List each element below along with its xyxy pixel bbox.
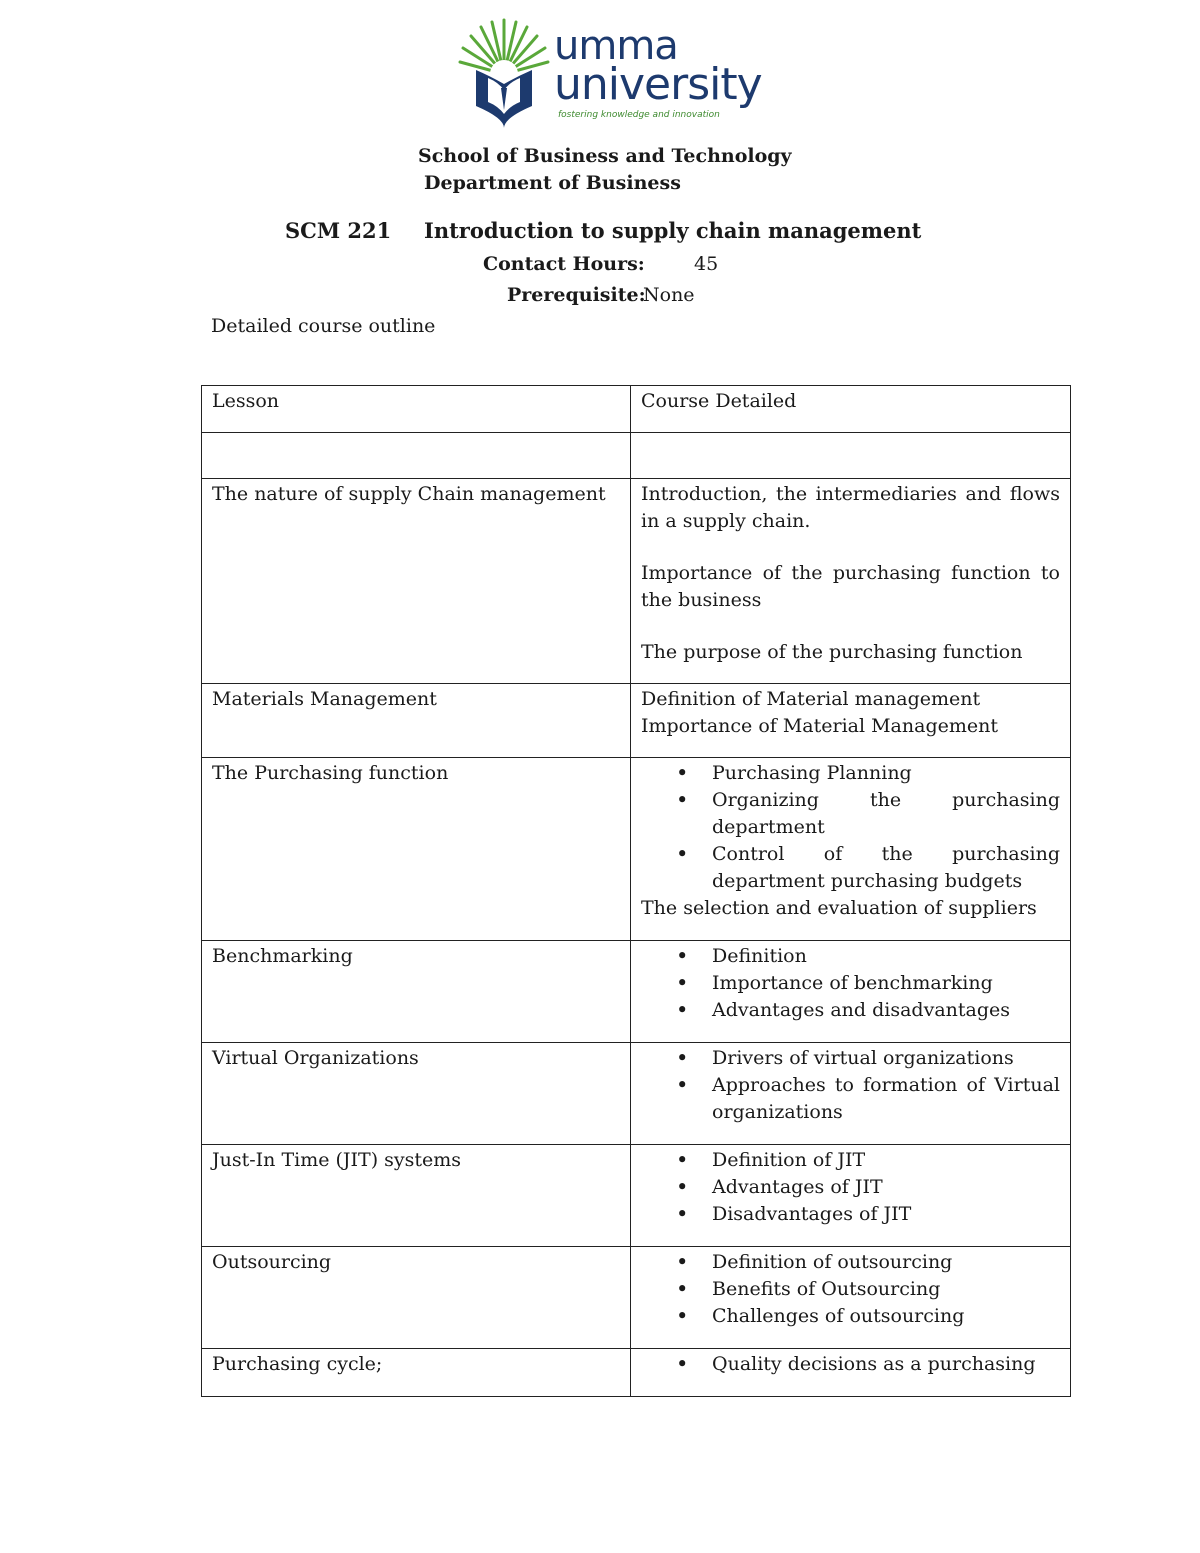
detail-bullet-list: [641, 1249, 1060, 1330]
detail-paragraph: Importance of the purchasing function to the business: [641, 562, 1060, 611]
table-header-row: [202, 386, 1071, 433]
logo-tagline: fostering knowledge and innovation: [558, 110, 720, 120]
table-row: [202, 1145, 1071, 1247]
contact-hours-label: Contact Hours:: [483, 253, 645, 275]
detail-cell: [631, 1349, 1071, 1397]
list-item: • Drivers of virtual organizations: [712, 1045, 1060, 1072]
detail-cell: [631, 479, 1071, 684]
table-row: [202, 941, 1071, 1043]
course-title: Introduction to supply chain management: [424, 218, 922, 243]
logo-emblem-icon: [458, 18, 558, 130]
list-item: • Quality decisions as a purchasing: [712, 1351, 1060, 1378]
table-cell-empty: [631, 433, 1071, 479]
detail-paragraph: The purpose of the purchasing function: [641, 641, 1023, 663]
detail-cell: [631, 1247, 1071, 1349]
list-item: • Benefits of Outsourcing: [712, 1276, 1060, 1303]
course-outline-table: [201, 385, 1071, 1397]
list-item: • Definition: [712, 943, 1060, 970]
lesson-cell: Just-In Time (JIT) systems: [202, 1145, 631, 1247]
table-row-empty: [202, 433, 1071, 479]
list-item: • Definition of outsourcing: [712, 1249, 1060, 1276]
lesson-cell: Benchmarking: [202, 941, 631, 1043]
detail-cell: [631, 1145, 1071, 1247]
table-row: [202, 684, 1071, 758]
detail-bullet-list: [641, 1351, 1060, 1378]
detail-bullet-list: [641, 1147, 1060, 1228]
detail-cell: [631, 941, 1071, 1043]
detail-bullet-list: [641, 1045, 1060, 1126]
lesson-cell: Purchasing cycle;: [202, 1349, 631, 1397]
detail-line: The selection and evaluation of suppliers: [641, 897, 1037, 919]
list-item: • Purchasing Planning: [712, 760, 1060, 787]
detail-paragraph: Introduction, the intermediaries and flows in a supply chain.: [641, 483, 1060, 532]
prerequisite-label: Prerequisite:: [507, 284, 646, 306]
logo-wordmark-umma: umma: [554, 23, 678, 69]
detail-bullet-list: [641, 760, 1060, 895]
department-name: Department of Business: [424, 172, 681, 194]
detail-cell: [631, 684, 1071, 758]
table-row: [202, 1349, 1071, 1397]
lesson-cell: The nature of supply Chain management: [202, 479, 631, 684]
list-item: • Disadvantages of JIT: [712, 1201, 1060, 1228]
list-item: • Advantages and disadvantages: [712, 997, 1060, 1024]
list-item: • Organizing the purchasing department: [712, 787, 1060, 841]
detail-bullet-list: [641, 943, 1060, 1024]
logo-wordmark-university: university: [554, 59, 762, 110]
list-item: • Control of the purchasing department purchasing budgets: [712, 841, 1060, 895]
list-item: • Importance of benchmarking: [712, 970, 1060, 997]
table-cell-empty: [202, 433, 631, 479]
list-item: • Definition of JIT: [712, 1147, 1060, 1174]
prerequisite-value: None: [643, 284, 695, 306]
contact-hours-value: 45: [694, 253, 719, 275]
list-item: • Advantages of JIT: [712, 1174, 1060, 1201]
lesson-cell: Virtual Organizations: [202, 1043, 631, 1145]
header-course-detailed: Course Detailed: [631, 386, 1071, 433]
table-row: [202, 1247, 1071, 1349]
lesson-cell: The Purchasing function: [202, 758, 631, 941]
school-name: School of Business and Technology: [418, 145, 792, 167]
lesson-cell: Outsourcing: [202, 1247, 631, 1349]
detail-line: Definition of Material management: [641, 688, 981, 710]
detail-cell: [631, 1043, 1071, 1145]
outline-heading: Detailed course outline: [211, 315, 436, 337]
table-row: [202, 1043, 1071, 1145]
university-logo: [458, 18, 762, 130]
detail-line: Importance of Material Management: [641, 715, 998, 737]
lesson-cell: Materials Management: [202, 684, 631, 758]
header-lesson: Lesson: [202, 386, 631, 433]
detail-cell: [631, 758, 1071, 941]
list-item: • Approaches to formation of Virtual organizations: [712, 1072, 1060, 1126]
table-row: [202, 758, 1071, 941]
table-row: [202, 479, 1071, 684]
course-code: SCM 221: [285, 218, 392, 243]
list-item: • Challenges of outsourcing: [712, 1303, 1060, 1330]
